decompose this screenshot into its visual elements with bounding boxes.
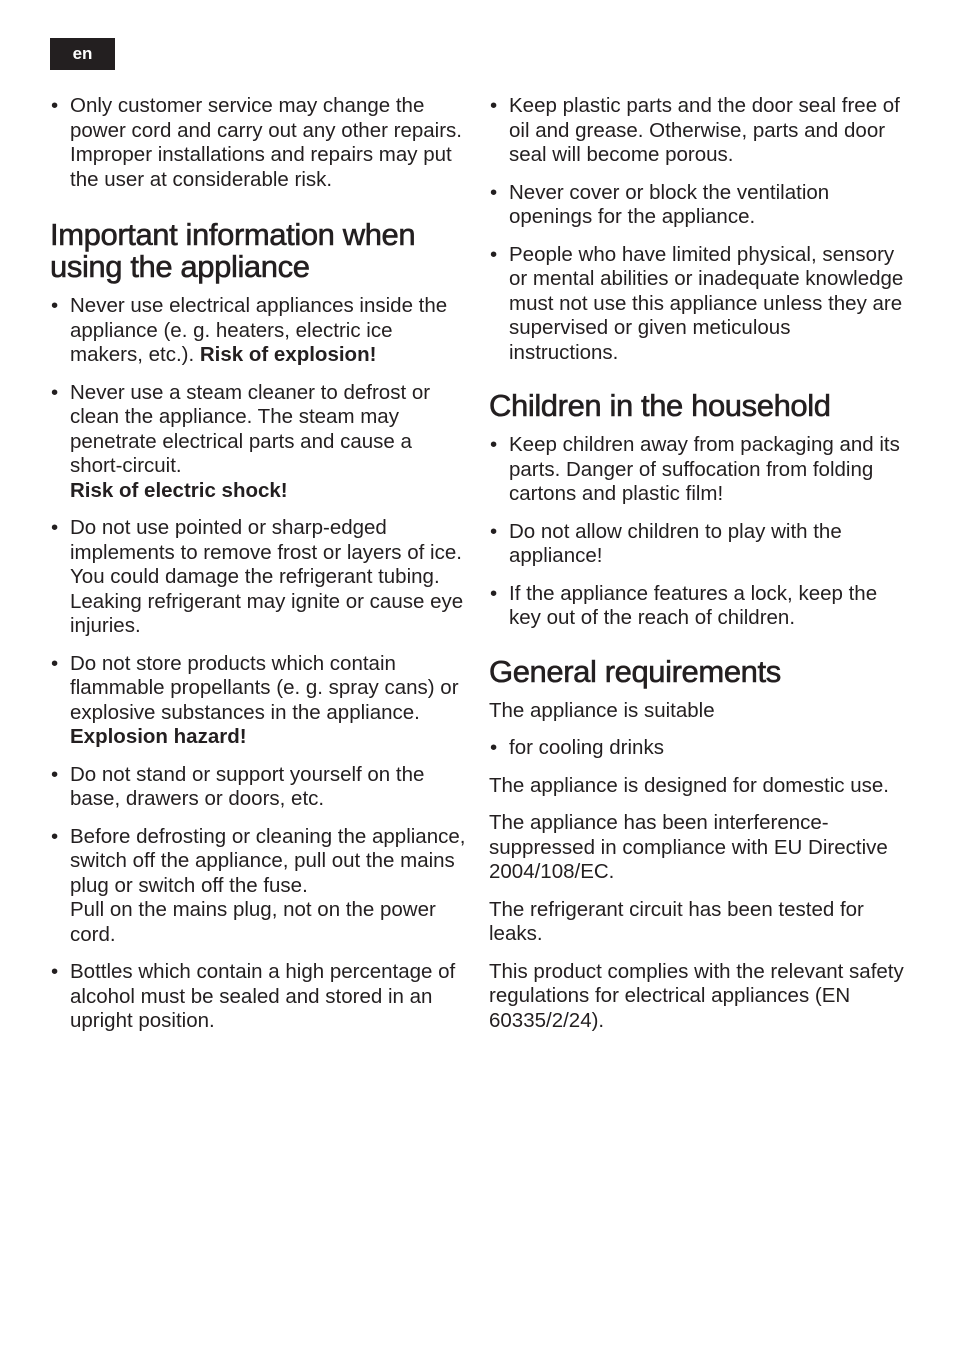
section-title-important-information: Important information when using the appliance <box>50 217 416 284</box>
intro-list <box>50 94 468 192</box>
list-item-text: Do not use pointed or sharp-edged implements to remove frost or layers of ice. <box>70 516 462 564</box>
list-item <box>50 294 468 368</box>
list-item <box>489 736 904 761</box>
general-paragraph: The appliance has been interference-suppressed in compliance with EU Directive 2004/108/EC. <box>489 811 888 883</box>
list-item <box>50 381 468 504</box>
section-title-general-requirements: General requirements <box>489 653 781 689</box>
bullet-icon: • <box>51 824 59 848</box>
general-intro-text: The appliance is suitable <box>489 698 715 722</box>
list-item-text: Do not allow children to play with the appliance! <box>509 519 842 567</box>
list-item-extra-text: Pull on the mains plug, not on the power cord. <box>70 898 436 946</box>
section-title-children: Children in the household <box>489 388 831 423</box>
warning-text: Risk of explosion! <box>199 343 377 366</box>
children-list <box>489 433 904 631</box>
list-item-text: Do not stand or support yourself on the base, drawers or doors, etc. <box>70 762 425 810</box>
list-item-text: Only customer service may change the power cord and carry out any other repairs. Improper installations and repairs may put the user at considerable risk. <box>70 94 462 191</box>
bullet-icon: • <box>490 581 498 605</box>
list-item <box>50 960 468 1034</box>
list-item <box>50 763 468 812</box>
important-information-list <box>50 294 468 1034</box>
bullet-icon: • <box>490 433 498 456</box>
bullet-icon: • <box>51 94 59 117</box>
list-item-text: Never use electrical appliances inside the appliance (e. g. heaters, electric ice makers, etc.). Risk of explosion! <box>70 294 448 366</box>
list-item-text: Do not store products which contain flammable propellants (e. g. spray cans) or explosive substances in the appliance. Explosion hazard! <box>70 651 459 748</box>
list-item <box>489 243 904 366</box>
warning-text: Explosion hazard! <box>70 725 247 748</box>
bullet-icon: • <box>490 242 498 266</box>
bullet-icon: • <box>51 762 59 786</box>
safety-list <box>489 94 904 365</box>
list-item <box>50 652 468 750</box>
bullet-icon: • <box>51 380 59 404</box>
list-item <box>489 582 904 631</box>
bullet-icon: • <box>51 960 59 983</box>
general-paragraph: The appliance is designed for domestic use. <box>489 773 889 797</box>
bullet-icon: • <box>51 294 59 317</box>
general-list <box>489 736 904 761</box>
list-item-extra-text: You could damage the refrigerant tubing. Leaking refrigerant may ignite or cause eye injuries. <box>70 565 464 637</box>
list-item <box>489 433 904 507</box>
right-column <box>489 94 904 1046</box>
list-item <box>489 94 904 168</box>
bullet-icon: • <box>490 519 498 543</box>
warning-text: Risk of electric shock! <box>70 478 288 502</box>
bullet-icon: • <box>490 180 498 204</box>
list-item-text: Never use a steam cleaner to defrost or clean the appliance. The steam may penetrate electrical parts and cause a short-circuit. <box>70 380 431 477</box>
list-item-text: If the appliance features a lock, keep the key out of the reach of children. <box>509 581 878 629</box>
list-item-text: Keep children away from packaging and its parts. Danger of suffocation from folding cartons and plastic film! <box>509 433 900 505</box>
bullet-icon: • <box>51 651 59 675</box>
bullet-icon: • <box>51 516 59 539</box>
list-item <box>50 94 468 192</box>
list-item-text: for cooling drinks <box>509 736 664 759</box>
list-item <box>489 520 904 569</box>
left-column <box>50 94 468 1047</box>
list-item-text: Before defrosting or cleaning the appliance, switch off the appliance, pull out the mains plug or switch off the fuse. <box>70 824 466 897</box>
list-item <box>50 516 468 639</box>
list-item <box>489 181 904 230</box>
list-item-text: People who have limited physical, sensory or mental abilities or inadequate knowledge must not use this appliance unless they are supervised or given meticulous instructions. <box>509 242 904 364</box>
list-item-text: Bottles which contain a high percentage of alcohol must be sealed and stored in an upright position. <box>70 960 456 1032</box>
list-item-text: Keep plastic parts and the door seal free of oil and grease. Otherwise, parts and door seal will become porous. <box>509 94 900 166</box>
language-tab: en <box>50 38 115 70</box>
list-item-text: Never cover or block the ventilation openings for the appliance. <box>509 180 830 228</box>
general-paragraph: This product complies with the relevant safety regulations for electrical appliances (EN 60335/2/24). <box>489 959 904 1032</box>
list-item <box>50 825 468 948</box>
bullet-icon: • <box>490 94 498 117</box>
general-paragraph: The refrigerant circuit has been tested for leaks. <box>489 897 864 945</box>
bullet-icon: • <box>490 736 498 759</box>
